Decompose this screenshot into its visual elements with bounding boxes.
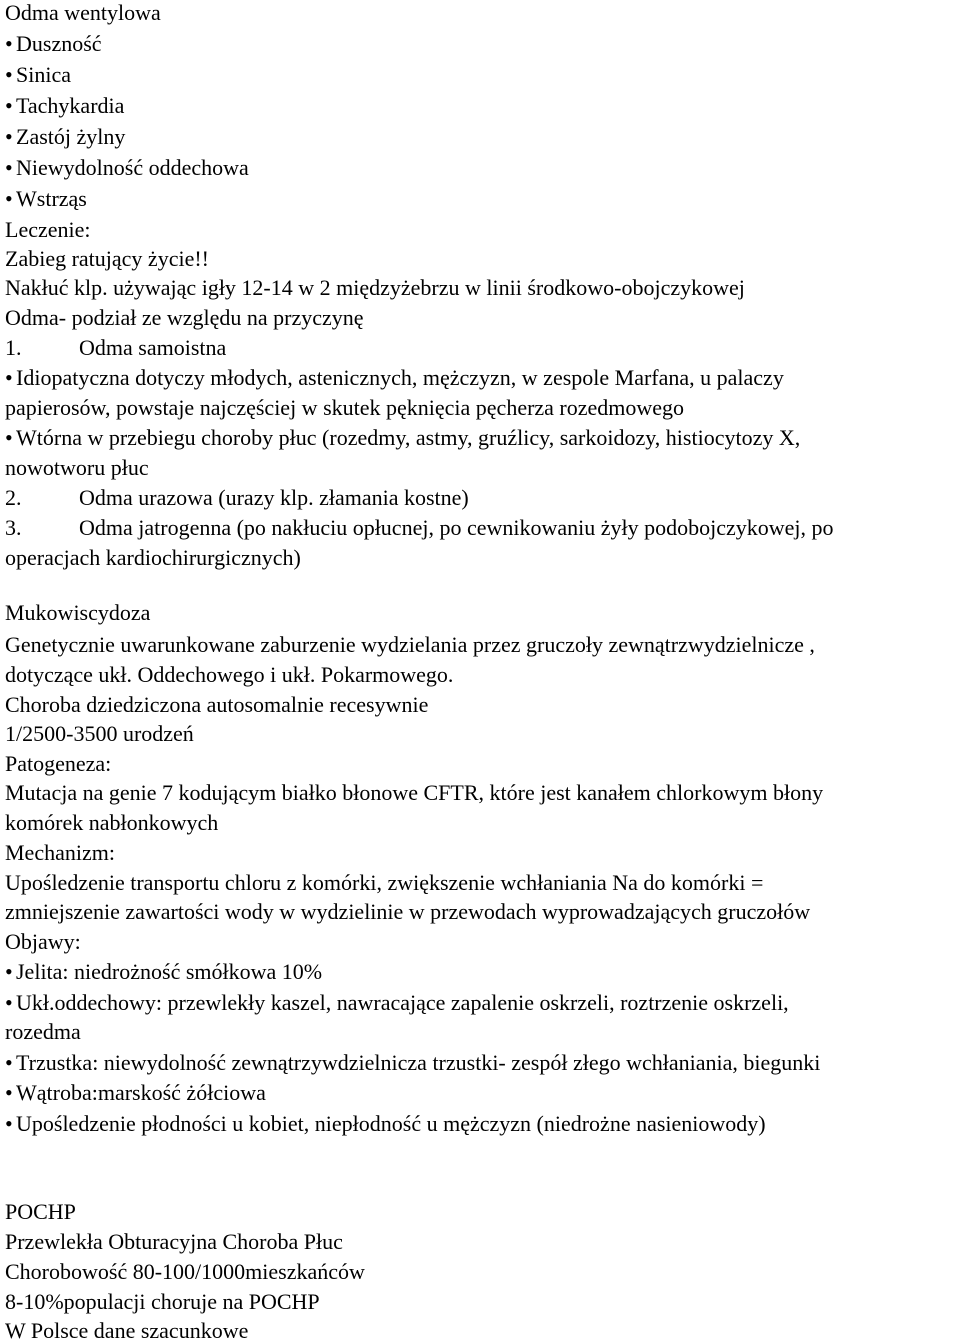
text-line: [5, 0, 161, 26]
text-line: [5, 246, 209, 272]
line-text: Trzustka: niewydolność zewnątrzywdzielnicza trzustki- zespół złego wchłaniania, biegunki: [16, 1050, 821, 1075]
bullet-list-item: [5, 365, 784, 391]
bullet-list-item: [5, 31, 102, 57]
bullet-list-item: [5, 155, 249, 181]
text-line: [5, 275, 745, 301]
line-text: POCHP: [5, 1199, 76, 1224]
line-text: Niewydolność oddechowa: [16, 155, 249, 180]
numbered-item: [5, 335, 226, 361]
text-line: [5, 1289, 320, 1315]
bullet-list-item: [5, 425, 800, 451]
text-line: [5, 1019, 81, 1045]
numbered-item: [5, 515, 834, 541]
line-text: Zastój żylny: [16, 124, 126, 149]
line-text: operacjach kardiochirurgicznych): [5, 545, 301, 570]
text-line: [5, 840, 115, 866]
text-line: [5, 1318, 248, 1344]
line-text: Leczenie:: [5, 217, 91, 242]
line-text: Przewlekła Obturacyjna Choroba Płuc: [5, 1229, 343, 1254]
text-line: [5, 780, 823, 806]
text-line: [5, 632, 815, 658]
text-line: [5, 305, 364, 331]
item-number: 2.: [5, 485, 22, 510]
line-text: rozedma: [5, 1019, 81, 1044]
line-text: Wątroba:marskość żółciowa: [16, 1080, 266, 1105]
line-text: zmniejszenie zawartości wody w wydzielinie w przewodach wyprowadzających gruczołów: [5, 899, 811, 924]
bullet-list-item: [5, 124, 125, 150]
bullet-list-item: [5, 62, 71, 88]
line-text: Mutacja na genie 7 kodującym białko błonowe CFTR, które jest kanałem chlorkowym błony: [5, 780, 824, 805]
line-text: Upośledzenie transportu chloru z komórki, zwiększenie wchłaniania Na do komórki =: [5, 870, 764, 895]
text-line: [5, 217, 91, 243]
line-text: Duszność: [16, 31, 102, 56]
text-line: [5, 721, 194, 747]
bullet-list-item: [5, 959, 322, 985]
line-text: Chorobowość 80-100/1000mieszkańców: [5, 1259, 365, 1284]
text-line: [5, 899, 810, 925]
item-number: 3.: [5, 515, 22, 540]
text-line: [5, 1259, 365, 1285]
line-text: komórek nabłonkowych: [5, 810, 219, 835]
line-text: Odma wentylowa: [5, 0, 161, 25]
text-line: [5, 395, 684, 421]
text-line: [5, 810, 218, 836]
line-text: Odma- podział ze względu na przyczynę: [5, 305, 364, 330]
line-text: Wtórna w przebiegu choroby płuc (rozedmy, astmy, gruźlicy, sarkoidozy, histiocytozy X,: [16, 425, 801, 450]
line-text: Odma samoistna: [79, 335, 227, 360]
line-text: dotyczące ukł. Oddechowego i ukł. Pokarmowego.: [5, 662, 454, 687]
text-line: [5, 751, 111, 777]
line-text: Ukł.oddechowy: przewlekły kaszel, nawracające zapalenie oskrzeli, roztrzenie oskrzeli,: [16, 990, 789, 1015]
text-line: [5, 870, 763, 896]
bullet-list-item: [5, 990, 789, 1016]
line-text: Nakłuć klp. używając igły 12-14 w 2 międzyżebrzu w linii środkowo-obojczykowej: [5, 275, 745, 300]
line-text: 8-10%populacji choruje na POCHP: [5, 1289, 320, 1314]
line-text: Odma urazowa (urazy klp. złamania kostne): [79, 485, 469, 510]
text-line: [5, 929, 81, 955]
line-text: Zabieg ratujący życie!!: [5, 246, 209, 271]
text-line: [5, 692, 428, 718]
line-text: papierosów, powstaje najczęściej w skutek pęknięcia pęcherza rozedmowego: [5, 395, 685, 420]
bullet-list-item: [5, 93, 124, 119]
bullet-list-item: [5, 1080, 266, 1106]
text-line: [5, 662, 453, 688]
line-text: Mukowiscydoza: [5, 600, 151, 625]
line-text: Odma jatrogenna (po nakłuciu opłucnej, po cewnikowaniu żyły podobojczykowej, po: [79, 515, 834, 540]
bullet-list-item: [5, 186, 87, 212]
line-text: Mechanizm:: [5, 840, 115, 865]
line-text: Sinica: [16, 62, 71, 87]
text-line: [5, 1229, 343, 1255]
text-line: [5, 600, 150, 626]
line-text: Upośledzenie płodności u kobiet, niepłodność u mężczyzn (niedrożne nasieniowody): [16, 1111, 766, 1136]
bullet-list-item: [5, 1111, 766, 1137]
line-text: Objawy:: [5, 929, 81, 954]
line-text: Jelita: niedrożność smółkowa 10%: [16, 959, 323, 984]
bullet-list-item: [5, 1050, 820, 1076]
line-text: Idiopatyczna dotyczy młodych, astenicznych, mężczyzn, w zespole Marfana, u palaczy: [16, 365, 784, 390]
text-line: [5, 455, 149, 481]
text-line: [5, 545, 301, 571]
numbered-item: [5, 485, 469, 511]
item-number: 1.: [5, 335, 22, 360]
line-text: Wstrząs: [16, 186, 87, 211]
line-text: Genetycznie uwarunkowane zaburzenie wydzielania przez gruczoły zewnątrzwydzielnicze ,: [5, 632, 815, 657]
line-text: 1/2500-3500 urodzeń: [5, 721, 194, 746]
line-text: Tachykardia: [16, 93, 125, 118]
line-text: W Polsce dane szacunkowe: [5, 1318, 249, 1343]
line-text: Patogeneza:: [5, 751, 112, 776]
line-text: Choroba dziedziczona autosomalnie recesywnie: [5, 692, 429, 717]
text-line: [5, 1199, 76, 1225]
line-text: nowotworu płuc: [5, 455, 149, 480]
